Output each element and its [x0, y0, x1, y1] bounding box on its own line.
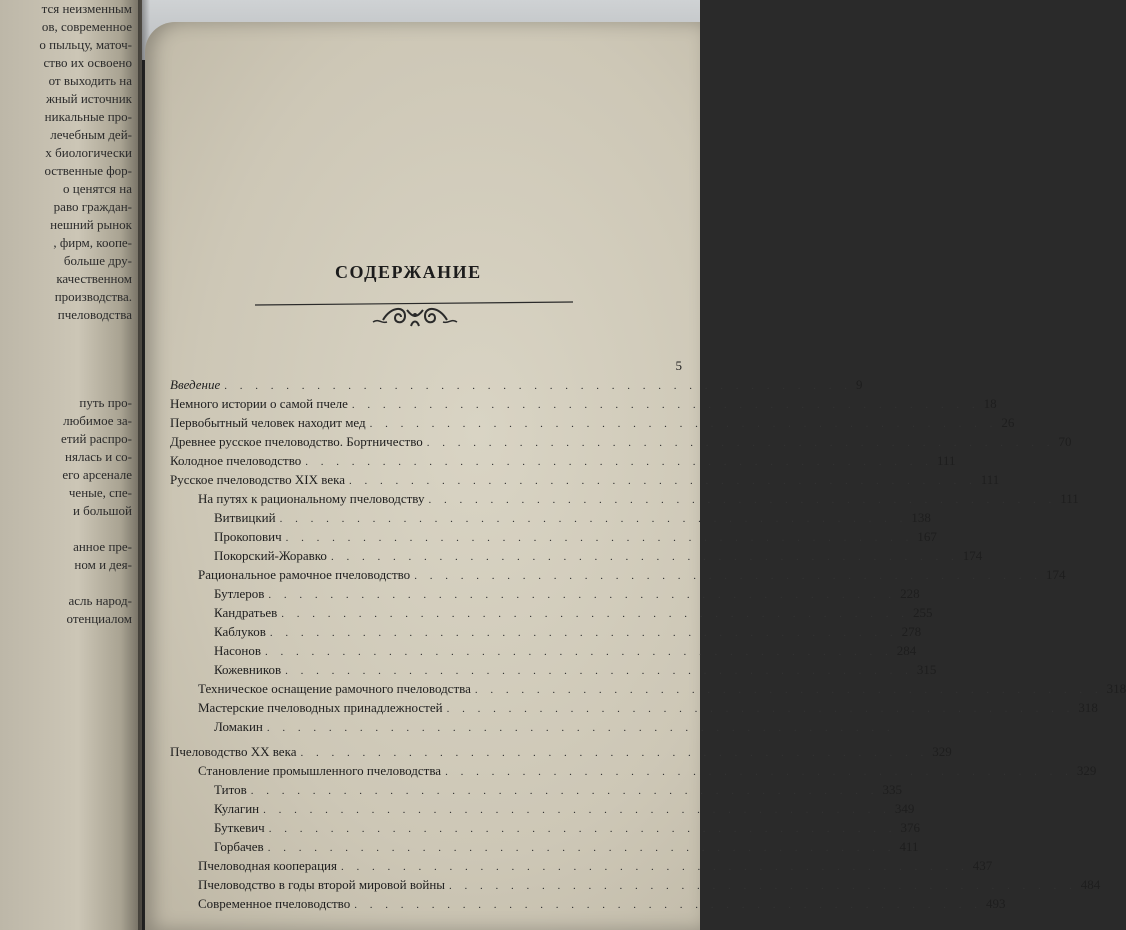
- toc-entry: [170, 799, 915, 818]
- left-page-line: жный источник: [45, 91, 132, 106]
- left-page-line: пчеловодства: [57, 307, 132, 322]
- toc-entry-page: 5: [675, 358, 682, 373]
- toc-entry-page: 278: [901, 624, 922, 639]
- toc-entry: [170, 356, 682, 375]
- paragraph-gap: [0, 574, 132, 592]
- toc-entry: [170, 818, 920, 837]
- toc-entry: [170, 565, 1066, 584]
- toc-entry: [170, 875, 1101, 894]
- toc-entry-title: Древнее русское пчеловодство. Бортничество: [170, 434, 423, 449]
- toc-entry: [170, 679, 1126, 698]
- toc-leader-dots: . . . . . . . . . . . . . . . . . . . . . . . . . . . . . . . . . . . . . . . . .: [428, 494, 1057, 506]
- left-page-line: производства.: [54, 289, 132, 304]
- toc-entry-title: Покорский-Жоравко: [214, 548, 327, 563]
- left-page-line: тся неизменным: [41, 1, 132, 16]
- left-page-line: ство их освоено: [43, 55, 132, 70]
- toc-entry-page: 111: [980, 472, 1000, 487]
- toc-entry-title: Витвицкий: [214, 510, 276, 525]
- toc-entry-page: 228: [900, 586, 920, 601]
- toc-leader-dots: . . . . . . . . . . . . . . . . . . . . . . . . . . . . . . . . . . . . . . . . .: [354, 899, 982, 911]
- toc-leader-dots: . . . . . . . . . . . . . . . . . . . . . . . . . . . . . . . . . . . . . . . . .: [445, 766, 1073, 778]
- toc-entry: [170, 584, 920, 603]
- toc-entry: [170, 717, 895, 736]
- toc-entry-page: 318: [1078, 700, 1098, 715]
- toc-entry-title: Введение: [170, 377, 221, 392]
- toc-entry: [170, 698, 1098, 717]
- toc-entry-title: Прокопович: [214, 529, 282, 544]
- toc-leader-dots: . . . . . . . . . . . . . . . . . . . . . . . . . . . . . . . . . . . . . . . . .: [285, 665, 913, 677]
- toc-entry-title: Буткевич: [214, 820, 265, 835]
- toc-entry-page: 376: [900, 820, 920, 835]
- toc-leader-dots: . . . . . . . . . . . . . . . . . . . . . . . . . . . . . . . . . . . . . . . . .: [224, 380, 853, 392]
- toc-entry-page: 167: [917, 529, 937, 544]
- toc-entry-page: 284: [896, 643, 917, 658]
- toc-entry-title: Ломакин: [214, 719, 263, 734]
- toc-entry-page: 329: [1076, 763, 1097, 778]
- toc-entry: [170, 641, 917, 660]
- toc-entry: [170, 489, 1079, 508]
- toc-entry: [170, 451, 956, 470]
- toc-leader-dots: . . . . . . . . . . . . . . . . . . . . . . . . . . . . . . . . . . . . . . . . .: [426, 437, 1055, 449]
- toc-entry-title: Первобытный человек находит мед: [170, 415, 366, 430]
- toc-leader-dots: . . . . . . . . . . . . . . . . . . . . . . . . . . . . . . . . . . . . . . . . .: [351, 399, 980, 411]
- toc-entry: [170, 375, 863, 394]
- toc-entry: [170, 742, 952, 761]
- ornament-divider-icon: [255, 296, 575, 332]
- left-page-line: оственные фор-: [44, 163, 132, 178]
- left-page-line: и большой: [72, 503, 132, 518]
- left-page-line: анное пре-: [73, 539, 132, 554]
- toc-entry-page: 70: [1058, 434, 1072, 449]
- toc-entry-page: 174: [1045, 567, 1066, 582]
- toc-entry: [170, 394, 997, 413]
- toc-entry-title: Русское пчеловодство XIX века: [170, 472, 345, 487]
- left-page-line: ном и дея-: [74, 557, 132, 572]
- toc-leader-dots: . . . . . . . . . . . . . . . . . . . . . . . . . . . . . . . . . . . . . . . . .: [268, 589, 897, 601]
- toc-entry: [170, 546, 983, 565]
- toc-entry-page: 315: [916, 662, 937, 677]
- toc-entry-title: Современное пчеловодство: [198, 896, 351, 911]
- toc-leader-dots: . . . . . . . . . . . . . . . . . . . . . . . . . . . . . . . . . . . . . . . . .: [263, 804, 891, 816]
- toc-entry: [170, 527, 937, 546]
- left-page-line: его арсенале: [62, 467, 132, 482]
- toc-entry-title: Немного истории о самой пчеле: [170, 396, 348, 411]
- toc-entry-page: 9: [856, 377, 863, 392]
- toc-leader-dots: . . . . . . . . . . . . . . . . . . . . . . . . . . . . . . . . . . . . . . . . .: [340, 861, 969, 873]
- toc-entry-title: Техническое оснащение рамочного пчеловодства: [198, 681, 471, 696]
- toc-leader-dots: . . . . . . . . . . . . . . . . . . . . . . . . . . . . . . . . . . . . . . . . .: [446, 703, 1075, 715]
- toc-leader-dots: . . . . . . . . . . . . . . . . . . . . . . . . . . . . . . . . . . . . . . . . .: [281, 608, 910, 620]
- toc-entry-title: Насонов: [214, 643, 262, 658]
- toc-entry-title: Кандратьев: [214, 605, 278, 620]
- toc-entry: [170, 761, 1097, 780]
- toc-entry-page: 174: [962, 548, 983, 563]
- toc-leader-dots: . . . . . . . . . . . . . . . . . . . . . . . . . . . . . . . . . . . . . . . . .: [267, 842, 896, 854]
- paragraph-gap: [0, 520, 132, 538]
- toc-leader-dots: . . . . . . . . . . . . . . . . . . . . . . . . . . . . . . . . . . . . . . . . .: [474, 684, 1103, 696]
- toc-leader-dots: . . . . . . . . . . . . . . . . . . . . . . . . . . . . . . . . . . . . . . . . .: [269, 627, 898, 639]
- left-page-line: о ценятся на: [63, 181, 132, 196]
- toc-leader-dots: . . . . . . . . . . . . . . . . . . . . . . . . . . . . . . . . . . . . . . . . .: [305, 456, 934, 468]
- toc-leader-dots: . . . . . . . . . . . . . . . . . . . . . . . . . . . . . . . . . . . . . . . . .: [348, 475, 977, 487]
- left-page-text: [0, 0, 132, 628]
- left-page-line: качественном: [56, 271, 132, 286]
- toc-entry-page: 111: [937, 453, 956, 468]
- left-page-line: о пыльцу, маточ-: [39, 37, 132, 52]
- toc-entry-title: Пчеловодная кооперация: [198, 858, 337, 873]
- toc-leader-dots: . . . . . . . . . . . . . . . . . . . . . . . . . . . . . . . . . . . . . . . . .: [250, 785, 879, 797]
- left-page-line: от выходить на: [48, 73, 132, 88]
- page-title: СОДЕРЖАНИЕ: [335, 262, 482, 282]
- toc-leader-dots: . . . . . . . . . . . . . . . . . . . . . . . . . . . . . . . . . . . . . . . . .: [300, 747, 929, 759]
- toc-leader-dots: . . . . . . . . . . . . . . . . . . . . . . . . . . . . . . . . . . . . . . . . .: [265, 646, 893, 658]
- left-page-line: ов, современное: [41, 19, 132, 34]
- left-page-line: , фирм, коопе-: [53, 235, 132, 250]
- toc-entry-page: 484: [1080, 877, 1101, 892]
- toc-entry-title: Пчеловодство XX века: [170, 744, 297, 759]
- toc-entry-title: Кулагин: [214, 801, 260, 816]
- toc-entry-page: 138: [911, 510, 931, 525]
- toc-entry-title: Пчеловодство в годы второй мировой войны: [198, 877, 446, 892]
- toc-entry-page: 437: [972, 858, 993, 873]
- toc-entry-page: 411: [899, 839, 919, 854]
- left-page-line: путь про-: [79, 395, 132, 410]
- toc-entry-title: На путях к рациональному пчеловодству: [198, 491, 425, 506]
- toc-entry-title: Рациональное рамочное пчеловодство: [198, 567, 411, 582]
- left-page-line: любимое за-: [63, 413, 132, 428]
- paragraph-gap: [0, 324, 132, 394]
- toc-entry-page: 26: [1001, 415, 1015, 430]
- toc-entry-title: Бутлеров: [214, 586, 265, 601]
- toc-leader-dots: . . . . . . . . . . . . . . . . . . . . . . . . . . . . . . . . . . . . . . . . .: [279, 513, 908, 525]
- toc-leader-dots: . . . . . . . . . . . . . . . . . . . . . . . . . . . . . . . . . . . . . . . . .: [369, 418, 998, 430]
- toc-leader-dots: . . . . . . . . . . . . . . . . . . . . . . . . . . . . . . . . . . . . . . . . .: [449, 880, 1077, 892]
- toc-leader-dots: . . . . . . . . . . . . . . . . . . . . . . . . . . . . . . . . . . . . . . . . .: [414, 570, 1042, 582]
- left-page-line: х биологически: [45, 145, 132, 160]
- toc-entry: [170, 508, 931, 527]
- left-page-line: нешний рынок: [50, 217, 132, 232]
- toc-leader-dots: . . . . . . . . . . . . . . . . . . . . . . . . . . . . . . . . . . . . . . . . .: [330, 551, 959, 563]
- left-page-line: нялась и со-: [65, 449, 132, 464]
- toc-entry-page: 111: [1060, 491, 1079, 506]
- toc-leader-dots: . . . . . . . . . . . . . . . . . . . . . . . . . . . . . . . . . . . . . . . . .: [285, 532, 914, 544]
- toc-entry: [170, 780, 902, 799]
- left-page-line: асль народ-: [68, 593, 132, 608]
- toc-entry-page: 329: [932, 744, 952, 759]
- toc-entry-title: Мастерские пчеловодных принадлежностей: [198, 700, 443, 715]
- toc-entry-page: 493: [985, 896, 1006, 911]
- toc-entry-title: Горбачев: [214, 839, 264, 854]
- left-page-line: лечебным дей-: [50, 127, 132, 142]
- toc-leader-dots: . . . . . . . . . . . . . . . . . . . . . . . . . . . . . . . . . . . . . . . . .: [266, 722, 895, 734]
- left-page-line: отенциалом: [66, 611, 132, 626]
- toc-entry-title: Каблуков: [214, 624, 266, 639]
- left-page: [0, 0, 142, 930]
- toc-entry-title: Колодное пчеловодство: [170, 453, 302, 468]
- toc-entry-title: Кожевников: [214, 662, 282, 677]
- toc-entry-title: Становление промышленного пчеловодства: [198, 763, 442, 778]
- toc-entry-page: 335: [882, 782, 902, 797]
- toc-entry-page: 318: [1106, 681, 1126, 696]
- left-page-line: больше дру-: [63, 253, 132, 268]
- toc-entry: [170, 660, 937, 679]
- toc-leader-dots: . . . . . . . . . . . . . . . . . . . . . . . . . . . . . . . . . . . . . . . . .: [268, 823, 897, 835]
- toc-entry-page: 18: [983, 396, 997, 411]
- toc-entry-page: 349: [894, 801, 915, 816]
- toc-entry: [170, 470, 1000, 489]
- left-page-line: раво граждан-: [53, 199, 132, 214]
- toc-entry-page: 255: [913, 605, 933, 620]
- toc-entry: [170, 413, 1015, 432]
- left-page-line: ченые, спе-: [68, 485, 132, 500]
- left-page-line: етий распро-: [61, 431, 132, 446]
- table-of-contents: [170, 356, 1126, 913]
- toc-entry-title: Титов: [214, 782, 247, 797]
- toc-entry: [170, 622, 922, 641]
- toc-entry: [170, 837, 919, 856]
- toc-entry: [170, 432, 1072, 451]
- left-page-line: никальные про-: [44, 109, 132, 124]
- toc-entry: [170, 894, 1006, 913]
- toc-entry: [170, 603, 933, 622]
- toc-entry: [170, 856, 993, 875]
